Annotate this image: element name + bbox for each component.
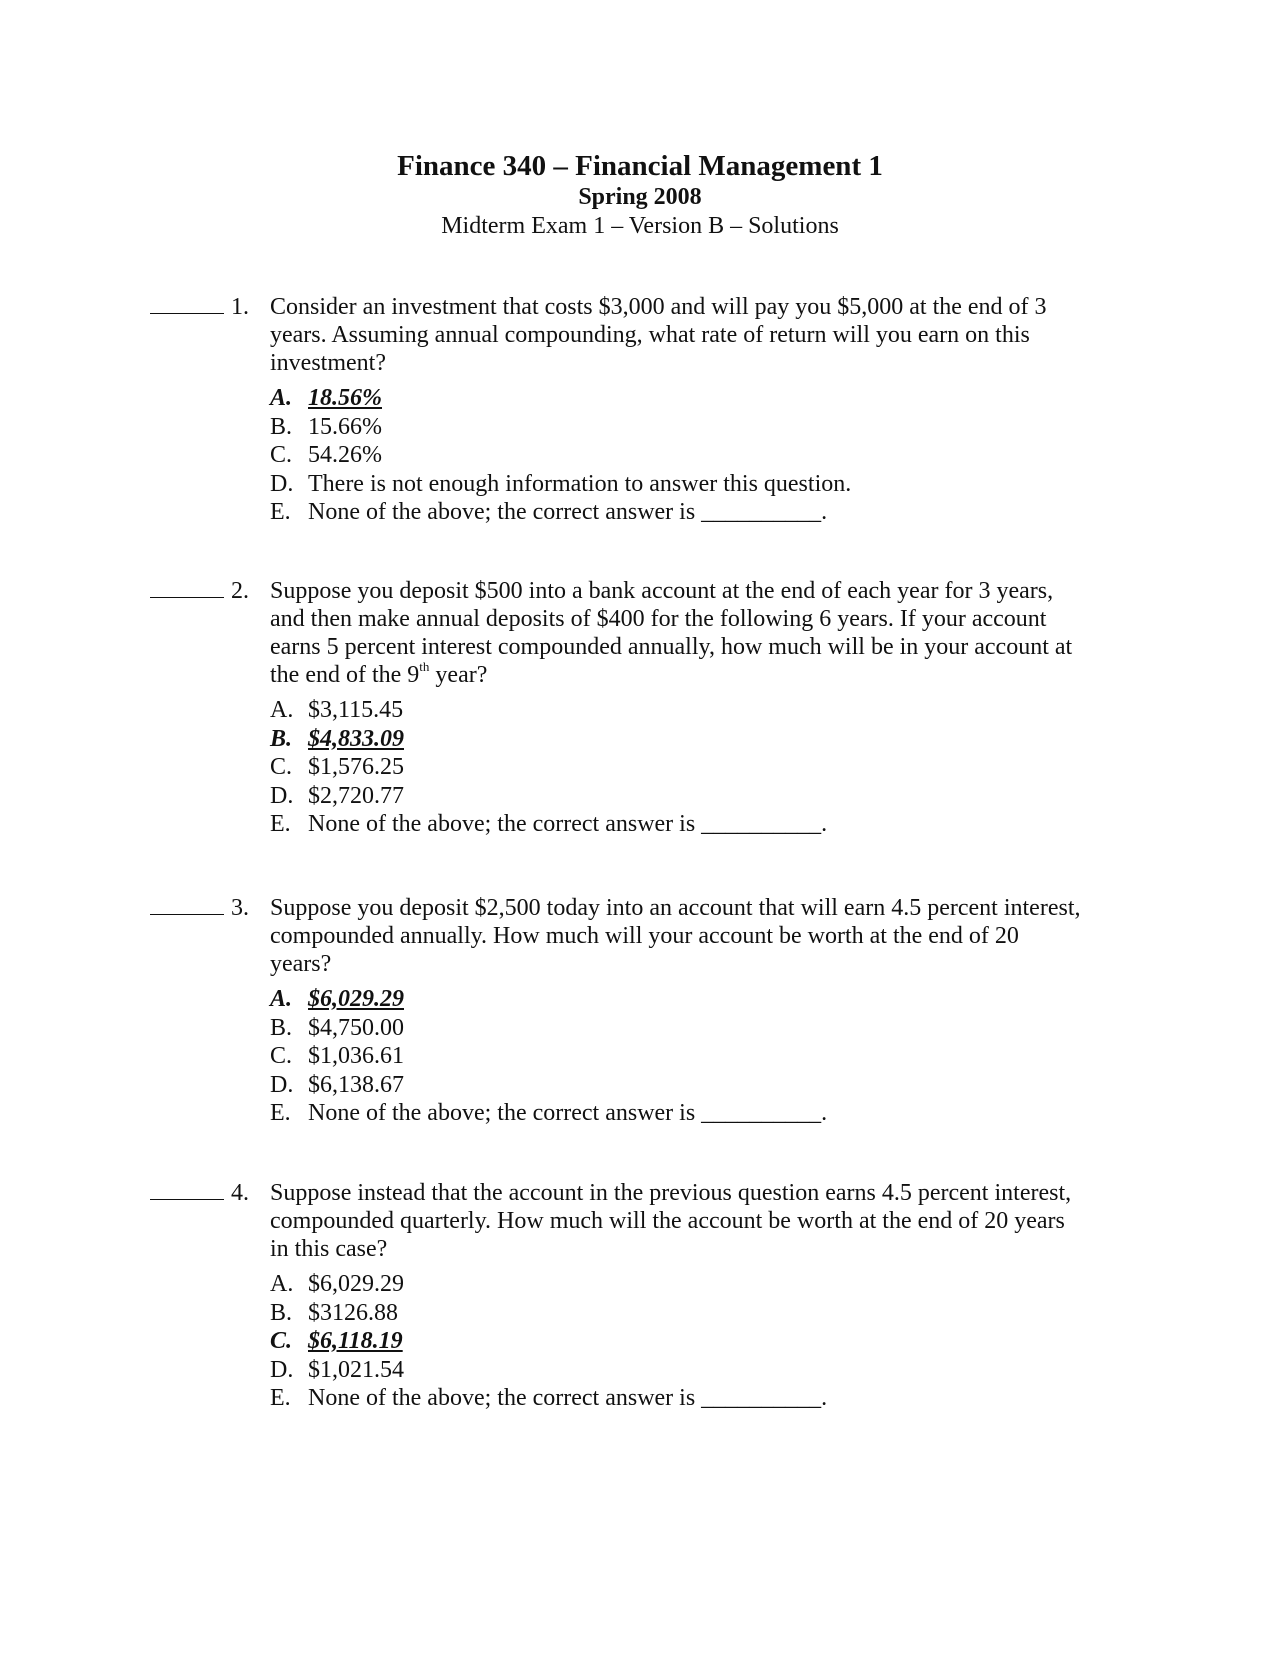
question-line: investment? bbox=[270, 350, 386, 376]
choice-text: 15.66% bbox=[308, 413, 382, 440]
choice-text: $3,115.45 bbox=[308, 697, 404, 723]
question-line: compounded quarterly. How much will the account be worth at the end of 20 years bbox=[270, 1208, 1065, 1234]
question-line: Suppose you deposit $2,500 today into an account that will earn 4.5 percent interest, bbox=[270, 895, 1081, 921]
answer-blank bbox=[150, 1179, 224, 1200]
choice-text: $6,029.29 bbox=[308, 1271, 404, 1297]
question-line: years? bbox=[270, 951, 332, 977]
choice-e bbox=[270, 810, 1120, 839]
choice-letter: A. bbox=[270, 1271, 294, 1297]
choice-letter: A. bbox=[270, 986, 293, 1012]
choice-text: $6,138.67 bbox=[308, 1071, 404, 1098]
choice-letter: B. bbox=[270, 1014, 293, 1041]
choice-text: $3126.88 bbox=[308, 1299, 398, 1326]
answer-blank bbox=[150, 293, 224, 314]
choice-d bbox=[270, 1356, 1120, 1385]
choice-text: $4,833.09 bbox=[308, 725, 404, 752]
question-line-end: year? bbox=[429, 662, 488, 688]
choice-d bbox=[270, 1071, 1120, 1100]
choice-letter: E. bbox=[270, 1385, 291, 1411]
choice-text: There is not enough information to answer this question. bbox=[308, 470, 852, 497]
choice-text: $1,021.54 bbox=[308, 1356, 404, 1383]
choice-e bbox=[270, 1099, 1120, 1128]
choice-letter: D. bbox=[270, 470, 294, 497]
choice-list bbox=[270, 1270, 1120, 1413]
choice-text: $6,118.19 bbox=[308, 1328, 403, 1354]
choice-letter: A. bbox=[270, 385, 293, 411]
choice-text: None of the above; the correct answer is __________. bbox=[308, 1385, 828, 1411]
choice-letter: C. bbox=[270, 442, 293, 468]
choice-letter: B. bbox=[270, 1299, 293, 1326]
choice-letter: C. bbox=[270, 1043, 293, 1069]
choice-text: None of the above; the correct answer is __________. bbox=[308, 811, 828, 837]
choice-text: None of the above; the correct answer is __________. bbox=[308, 1100, 828, 1126]
choice-list bbox=[270, 985, 1120, 1128]
question-number: 2. bbox=[231, 578, 249, 604]
ordinal-suffix: th bbox=[419, 659, 430, 674]
choice-b bbox=[270, 413, 1120, 442]
question-line: earns 5 percent interest compounded annually, how much will be in your account at bbox=[270, 634, 1073, 660]
question-body bbox=[270, 894, 1120, 1128]
question-line: Suppose instead that the account in the previous question earns 4.5 percent interest, bbox=[270, 1180, 1072, 1206]
choice-a bbox=[270, 985, 1120, 1014]
question-line: Suppose you deposit $500 into a bank account at the end of each year for 3 years, bbox=[270, 578, 1054, 604]
choice-text: $6,029.29 bbox=[308, 986, 404, 1012]
choice-text: $2,720.77 bbox=[308, 782, 404, 809]
choice-e bbox=[270, 498, 1120, 527]
question-line: in this case? bbox=[270, 1236, 388, 1262]
question-line: Consider an investment that costs $3,000 and will pay you $5,000 at the end of 3 bbox=[270, 294, 1047, 320]
choice-letter: E. bbox=[270, 1100, 291, 1126]
question-line: and then make annual deposits of $400 for the following 6 years. If your account bbox=[270, 606, 1047, 632]
choice-b bbox=[270, 725, 1120, 754]
choice-text: $1,576.25 bbox=[308, 754, 404, 780]
choice-c bbox=[270, 441, 1120, 470]
question-body bbox=[270, 577, 1120, 839]
choice-letter: E. bbox=[270, 499, 291, 525]
question-body bbox=[270, 293, 1120, 527]
choice-c bbox=[270, 1327, 1120, 1356]
choice-letter: D. bbox=[270, 1356, 294, 1383]
choice-c bbox=[270, 753, 1120, 782]
choice-letter: B. bbox=[270, 413, 293, 440]
choice-a bbox=[270, 384, 1120, 413]
choice-d bbox=[270, 470, 1120, 499]
choice-letter: D. bbox=[270, 1071, 294, 1098]
choice-list bbox=[270, 696, 1120, 839]
choice-d bbox=[270, 782, 1120, 811]
choice-b bbox=[270, 1014, 1120, 1043]
question-body bbox=[270, 1179, 1120, 1413]
choice-text: None of the above; the correct answer is __________. bbox=[308, 499, 828, 525]
question-line: years. Assuming annual compounding, what rate of return will you earn on this bbox=[270, 322, 1030, 348]
choice-a bbox=[270, 696, 1120, 725]
choice-list bbox=[270, 384, 1120, 527]
choice-c bbox=[270, 1042, 1120, 1071]
choice-letter: E. bbox=[270, 811, 291, 837]
question-line bbox=[270, 661, 1120, 689]
exam-title: Finance 340 – Financial Management 1 bbox=[397, 150, 883, 182]
choice-text: $4,750.00 bbox=[308, 1014, 404, 1041]
exam-term: Spring 2008 bbox=[578, 184, 702, 210]
choice-e bbox=[270, 1384, 1120, 1413]
choice-a bbox=[270, 1270, 1120, 1299]
question-line: compounded annually. How much will your account be worth at the end of 20 bbox=[270, 923, 1019, 949]
choice-letter: C. bbox=[270, 754, 293, 780]
question-number: 1. bbox=[231, 294, 249, 320]
choice-letter: C. bbox=[270, 1328, 293, 1354]
question-line-start: the end of the 9 bbox=[270, 662, 420, 688]
question-number: 3. bbox=[231, 895, 249, 921]
choice-text: $1,036.61 bbox=[308, 1043, 404, 1069]
exam-subtitle: Midterm Exam 1 – Version B – Solutions bbox=[441, 213, 839, 239]
question-number: 4. bbox=[231, 1180, 249, 1206]
answer-blank bbox=[150, 894, 224, 915]
choice-text: 54.26% bbox=[308, 442, 382, 468]
choice-letter: B. bbox=[270, 725, 293, 752]
answer-blank bbox=[150, 577, 224, 598]
choice-b bbox=[270, 1299, 1120, 1328]
choice-letter: A. bbox=[270, 697, 294, 723]
choice-letter: D. bbox=[270, 782, 294, 809]
choice-text: 18.56% bbox=[308, 385, 382, 411]
